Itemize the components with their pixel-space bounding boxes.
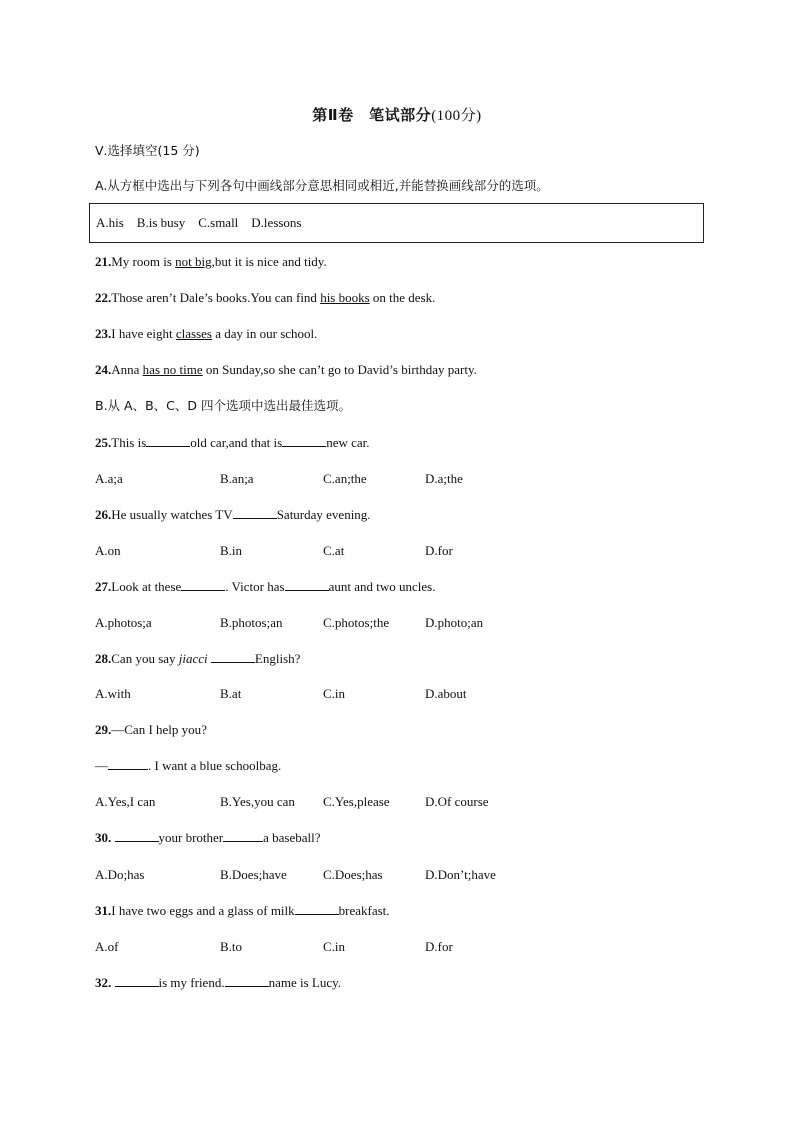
- question-29-response: [95, 758, 281, 774]
- question-text: new car.: [326, 435, 370, 450]
- question-text: Those aren’t Dale’s books.You can find: [111, 290, 321, 305]
- answer-blank[interactable]: [108, 758, 148, 770]
- question-31: [95, 903, 390, 919]
- question-number: 28.: [95, 651, 112, 666]
- answer-blank[interactable]: [225, 975, 269, 987]
- option-b[interactable]: B.Does;have: [220, 867, 287, 882]
- question-number: 31.: [95, 903, 112, 918]
- option-d[interactable]: D.a;the: [425, 471, 463, 486]
- question-number: 22.: [95, 290, 112, 305]
- question-text: . I want a blue schoolbag.: [148, 758, 282, 773]
- option-c[interactable]: C.in: [323, 686, 346, 701]
- answer-blank[interactable]: [295, 903, 339, 915]
- option-d[interactable]: D.for: [425, 939, 453, 954]
- underlined-phrase: classes: [175, 326, 212, 341]
- page-title: [0, 104, 794, 125]
- question-text: My room is: [111, 254, 176, 269]
- question-number: 24.: [95, 362, 112, 377]
- option-d[interactable]: D.photo;an: [425, 615, 484, 630]
- question-29: [95, 722, 207, 738]
- question-text: on the desk.: [369, 290, 436, 305]
- question-text: Look at these: [111, 579, 182, 594]
- question-text: name is Lucy.: [268, 975, 342, 990]
- option-d[interactable]: D.for: [425, 543, 453, 558]
- question-text: Anna: [111, 362, 143, 377]
- question-number: 25.: [95, 435, 112, 450]
- option-a[interactable]: A.of: [95, 939, 119, 954]
- question-26: [95, 507, 371, 523]
- question-text: —Can I help you?: [111, 722, 207, 737]
- option-a[interactable]: A.Yes,I can: [95, 794, 156, 809]
- question-text: breakfast.: [338, 903, 390, 918]
- question-21: [95, 254, 327, 270]
- question-30: [95, 830, 321, 846]
- question-27: [95, 579, 435, 595]
- question-text: I have eight: [111, 326, 176, 341]
- question-text: a day in our school.: [211, 326, 318, 341]
- option-b[interactable]: B.in: [220, 543, 243, 558]
- underlined-phrase: his books: [320, 290, 370, 305]
- question-number: 29.: [95, 722, 112, 737]
- question-number: 27.: [95, 579, 112, 594]
- word-box-options: A.his B.is busy C.small D.lessons: [96, 215, 302, 230]
- question-text: . Victor has: [225, 579, 285, 594]
- answer-blank[interactable]: [233, 507, 277, 519]
- underlined-phrase: has no time: [142, 362, 203, 377]
- answer-blank[interactable]: [223, 830, 263, 842]
- question-24: [95, 362, 477, 378]
- option-c[interactable]: C.photos;the: [323, 615, 390, 630]
- part-a-instruction: A.从方框中选出与下列各句中画线部分意思相同或相近,并能替换画线部分的选项。: [95, 178, 549, 193]
- question-28: [95, 651, 300, 667]
- option-c[interactable]: C.an;the: [323, 471, 367, 486]
- option-b[interactable]: B.an;a: [220, 471, 254, 486]
- option-a[interactable]: A.photos;a: [95, 615, 152, 630]
- answer-blank[interactable]: [115, 975, 159, 987]
- answer-blank[interactable]: [146, 435, 190, 447]
- question-25: [95, 435, 370, 451]
- question-number: 23.: [95, 326, 112, 341]
- option-b[interactable]: B.photos;an: [220, 615, 283, 630]
- option-b[interactable]: B.Yes,you can: [220, 794, 295, 809]
- question-number: 32.: [95, 975, 112, 990]
- question-text: I have two eggs and a glass of milk: [111, 903, 295, 918]
- option-a[interactable]: A.Do;has: [95, 867, 145, 882]
- option-b[interactable]: B.to: [220, 939, 243, 954]
- question-text: Can you say: [111, 651, 179, 666]
- option-c[interactable]: C.Does;has: [323, 867, 383, 882]
- option-a[interactable]: A.a;a: [95, 471, 123, 486]
- title-score: (100分): [431, 108, 482, 124]
- option-c[interactable]: C.in: [323, 939, 346, 954]
- question-text: is my friend.: [158, 975, 225, 990]
- question-text: aunt and two uncles.: [328, 579, 436, 594]
- question-23: [95, 326, 317, 342]
- section-heading: Ⅴ.选择填空(15 分): [95, 143, 200, 158]
- answer-blank[interactable]: [282, 435, 326, 447]
- option-d[interactable]: D.about: [425, 686, 467, 701]
- italic-word: jiacci: [178, 651, 208, 666]
- question-number: 21.: [95, 254, 112, 269]
- question-text: English?: [254, 651, 301, 666]
- question-text: Saturday evening.: [276, 507, 371, 522]
- question-text: This is: [111, 435, 147, 450]
- word-box: [89, 203, 704, 243]
- option-a[interactable]: A.on: [95, 543, 121, 558]
- question-text: —: [95, 758, 108, 773]
- question-text: He usually watches TV: [111, 507, 233, 522]
- question-text: on Sunday,so she can’t go to David’s birthday party.: [202, 362, 477, 377]
- option-a[interactable]: A.with: [95, 686, 131, 701]
- option-c[interactable]: C.at: [323, 543, 345, 558]
- answer-blank[interactable]: [211, 651, 255, 663]
- question-22: [95, 290, 435, 306]
- question-text: a baseball?: [263, 830, 321, 845]
- part-b-instruction: B.从 A、B、C、D 四个选项中选出最佳选项。: [95, 398, 351, 413]
- question-number: 30.: [95, 830, 112, 845]
- answer-blank[interactable]: [285, 579, 329, 591]
- option-c[interactable]: C.Yes,please: [323, 794, 390, 809]
- answer-blank[interactable]: [115, 830, 159, 842]
- option-d[interactable]: D.Don’t;have: [425, 867, 496, 882]
- title-text: 第Ⅱ卷 笔试部分: [312, 106, 432, 124]
- question-32: [95, 975, 341, 991]
- question-number: 26.: [95, 507, 112, 522]
- option-b[interactable]: B.at: [220, 686, 242, 701]
- question-text: ,but it is nice and tidy.: [211, 254, 327, 269]
- underlined-phrase: not big: [175, 254, 212, 269]
- question-text: old car,and that is: [190, 435, 283, 450]
- option-d[interactable]: D.Of course: [425, 794, 489, 809]
- question-text: your brother: [158, 830, 224, 845]
- answer-blank[interactable]: [181, 579, 225, 591]
